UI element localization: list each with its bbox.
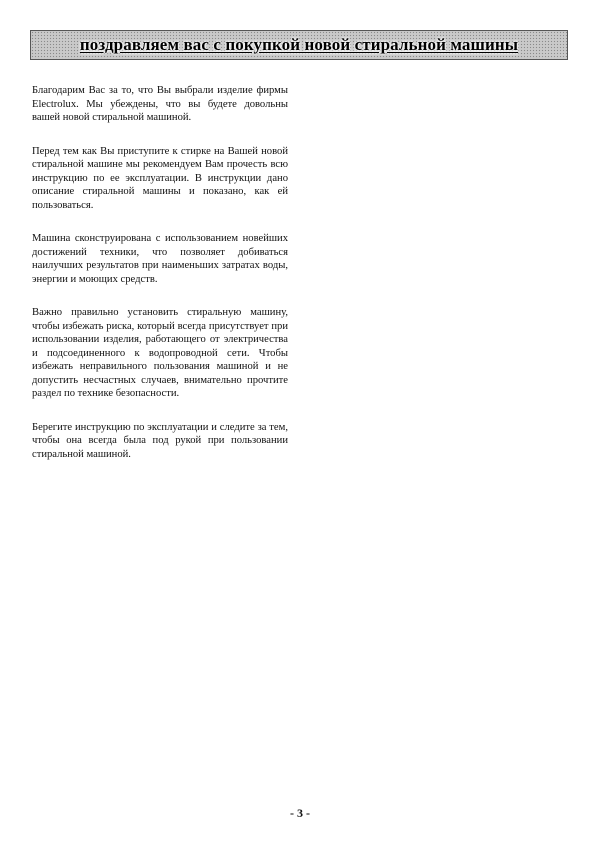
paragraph-keep-manual: Берегите инструкцию по эксплуатации и следите за тем, чтобы она всегда была под рукой при пользовании стиральной машиной.: [32, 421, 288, 460]
body-text: [32, 84, 288, 481]
paragraph-thanks: Благодарим Вас за то, что Вы выбрали изделие фирмы Electrolux. Мы убеждены, что вы будете довольны вашей новой стиральной машиной.: [32, 85, 288, 123]
paragraph-safety: Важно правильно установить стиральную машину, чтобы избежать риска, который всегда присутствует при использовании изделия, работающего от электричества и подсоединенного к водопроводной сети. Чтобы избежать неправильного пользования машиной и не допустить несчастных случаев, внимательно прочтите раздел по технике безопасности.: [32, 307, 288, 399]
page-number: - 3 -: [290, 806, 310, 820]
header-banner: [30, 30, 568, 60]
paragraph-design: Машина сконструирована с использованием новейших достижений техники, что позволяет добиваться наилучших результатов при наименьших затратах воды, энергии и моющих средств.: [32, 233, 288, 285]
page-title: поздравляем вас с покупкой новой стиральной машины: [79, 35, 519, 54]
paragraph-read-instructions: Перед тем как Вы приступите к стирке на Вашей новой стиральной машине мы рекомендуем Вам прочесть всю инструкцию по ее эксплуатации. В инструкции дано описание стиральной машины и показано, как ей пользоваться.: [32, 145, 288, 211]
